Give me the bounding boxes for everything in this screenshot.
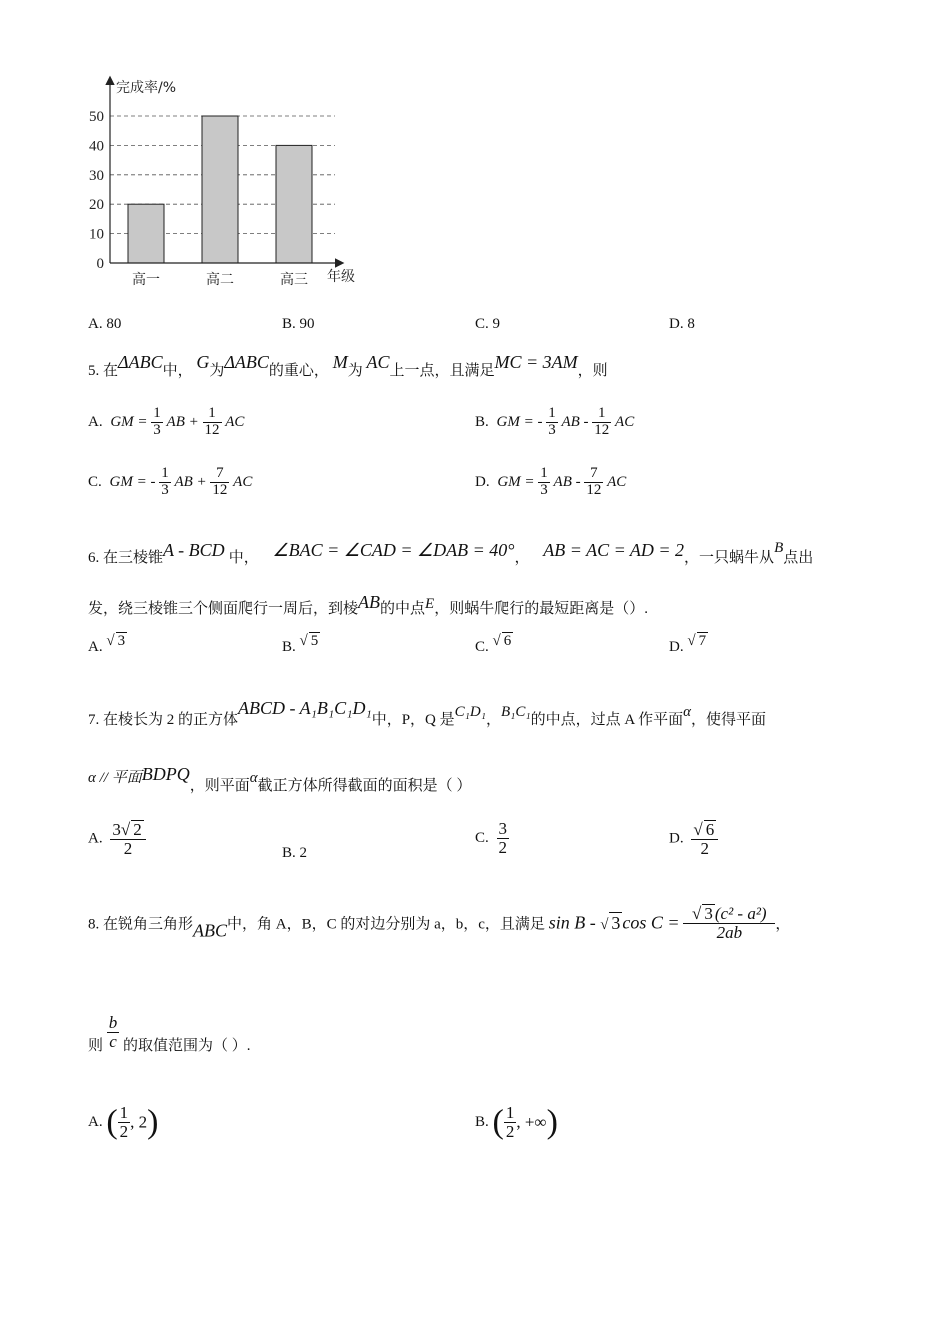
q8-stem-line2: 则 $\frac{b}{c}$ 的取值范围为（ ）. xyxy=(88,1013,251,1054)
q7-option-c[interactable]: C. $\frac{3}{2}$ xyxy=(475,819,508,857)
q5-option-d[interactable]: D. GM = $\frac{1}{3}$ AB - $\frac{7}{12}$ AC xyxy=(475,465,627,498)
q7-option-a[interactable]: A. $\frac{3√ 2}{2}$ xyxy=(88,820,146,858)
y-tick-label: 40 xyxy=(89,138,104,155)
q5-option-a[interactable]: A. GM = $\frac{1}{3}$ AB + $\frac{1}{12}$ AC xyxy=(88,405,245,438)
q5-option-c[interactable]: C. GM = - $\frac{1}{3}$ AB + $\frac{7}{12}$ AC xyxy=(88,465,253,498)
y-tick-label: 20 xyxy=(89,197,104,214)
q7-option-d[interactable]: D. $\frac{√ 6}{2}$ xyxy=(669,820,718,858)
y-tick-label: 30 xyxy=(89,167,104,184)
y-tick-label: 0 xyxy=(96,256,104,272)
q4-option-a[interactable]: A. 80 xyxy=(88,316,122,332)
y-tick-label: 10 xyxy=(89,226,104,243)
q6-stem-line2: 发，绕三棱锥三个侧面爬行一周后，到棱AB的中点E，则蜗牛爬行的最短距离是（）. xyxy=(88,592,648,617)
q4-option-c[interactable]: C. 9 xyxy=(475,316,501,332)
bar-3 xyxy=(276,145,312,263)
q6-option-d[interactable]: D. √ 7 xyxy=(669,633,707,655)
y-tick-label: 50 xyxy=(89,109,104,125)
q4-option-d[interactable]: D. 8 xyxy=(669,316,695,332)
q7-stem-line2: α // 平面BDPQ，则平面α截正方体所得截面的面积是（ ） xyxy=(88,764,472,794)
q5-stem: 5. 在ΔABC中， G为ΔABC的重心， M为 AC上一点，且满足MC = 3AM，则 xyxy=(88,352,608,379)
x-category-label: 高三 xyxy=(280,272,308,288)
q7-stem-line1: 7. 在棱长为 2 的正方体ABCD - A₁B₁C₁D₁中，P，Q 是C₁D₁，B₁C₁的中点，过点 A 作平面α，使得平面 xyxy=(88,698,766,728)
bar-2 xyxy=(202,116,238,263)
q8-stem-line1: 8. 在锐角三角形ABC中，角 A，B，C 的对边分别为 a，b，c，且满足 sin B - √ 3 cos C = $\frac{\text{√ 3 (c² - a²)}}{2ab}$ ， xyxy=(88,904,791,942)
y-axis-label: 完成率/% xyxy=(116,80,177,96)
q4-option-b[interactable]: B. 90 xyxy=(282,316,315,332)
q6-stem-line1: 6. 在三棱锥A - BCD 中， ∠BAC = ∠CAD = ∠DAB = 40°， AB = AC = AD = 2，一只蜗牛从B点出 xyxy=(88,540,814,566)
q6-option-b[interactable]: B. √ 5 xyxy=(282,633,319,655)
q8-option-b[interactable]: B. ( $\frac{1}{2}$ , +∞) xyxy=(475,1103,558,1141)
bar-1 xyxy=(128,204,164,263)
q8-option-a[interactable]: A. ( $\frac{1}{2}$ , 2) xyxy=(88,1103,159,1141)
q6-option-c[interactable]: C. √ 6 xyxy=(475,633,512,655)
x-axis-label: 年级 xyxy=(327,269,355,285)
q7-option-b[interactable]: B. 2 xyxy=(282,845,308,861)
x-category-label: 高二 xyxy=(206,272,234,288)
completion-rate-chart xyxy=(80,72,370,297)
q6-option-a[interactable]: A. √ 3 xyxy=(88,633,126,655)
q5-option-b[interactable]: B. GM = - $\frac{1}{3}$ AB - $\frac{1}{12}$ AC xyxy=(475,405,635,438)
x-category-label: 高一 xyxy=(132,272,160,288)
